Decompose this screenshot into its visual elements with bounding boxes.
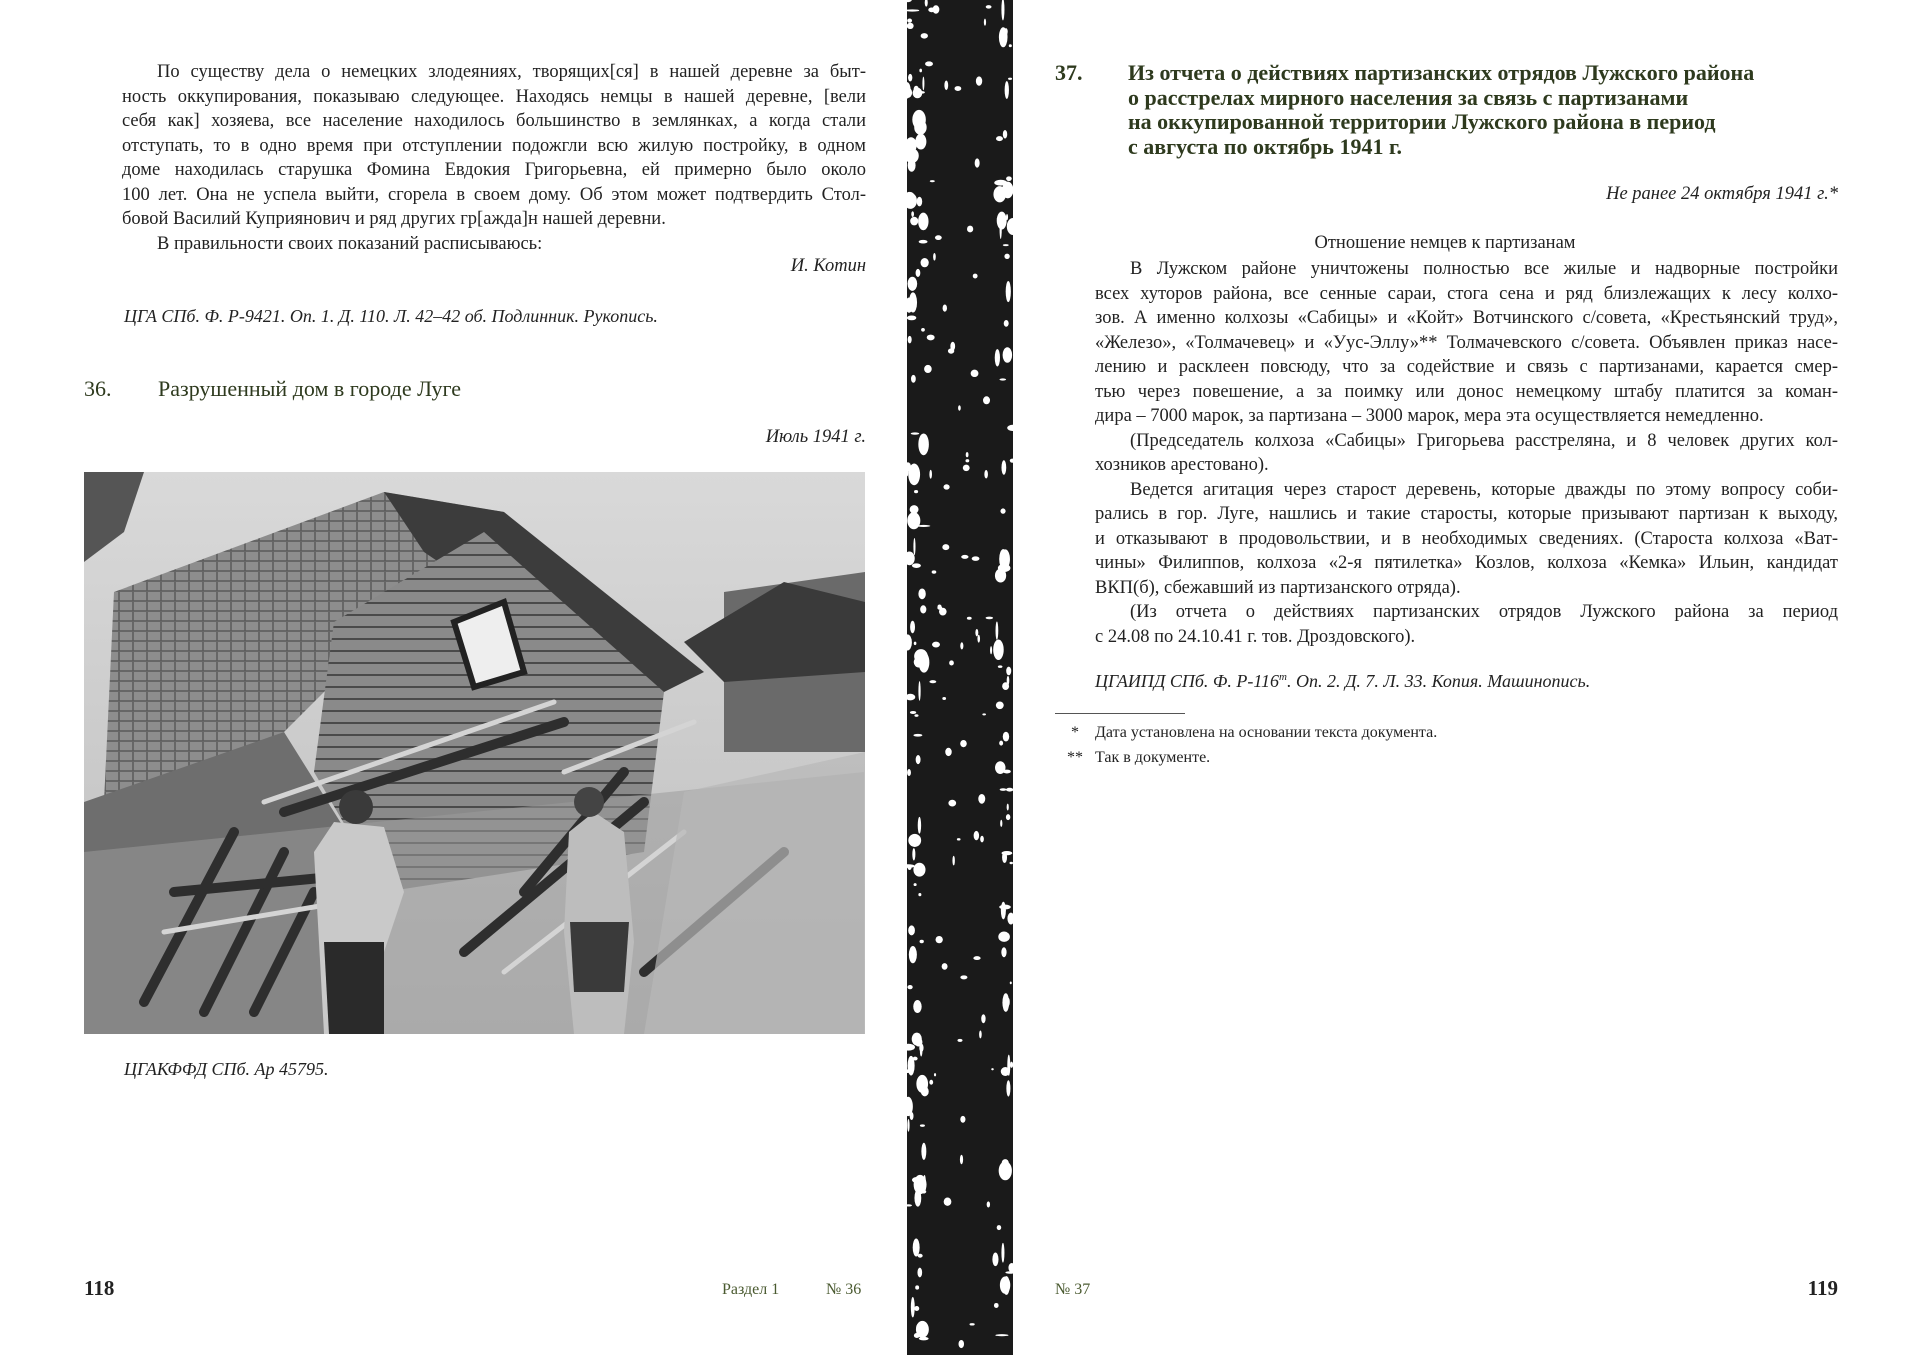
text-line: (Из отчета о действиях партизанских отрядов Лужского района за период: [1130, 602, 1838, 622]
strip-speck: [954, 86, 961, 91]
source-main: ЦГАИПД СПб. Ф. Р-116: [1095, 671, 1280, 691]
strip-speck: [914, 1306, 919, 1311]
text-line: отступать, то в одно время при отступлении подожгли всю жилую постройку, в одном: [122, 135, 866, 156]
archive-source: [1095, 671, 1590, 692]
strip-speck: [914, 714, 918, 717]
strip-speck: [999, 378, 1006, 380]
strip-speck: [907, 315, 916, 320]
strip-speck: [1008, 78, 1012, 80]
strip-speck: [961, 555, 968, 559]
strip-speck: [908, 925, 915, 935]
strip-speck: [1002, 851, 1013, 855]
text-line: себя как] хозяева, все население находилось большинство в землянках, а когда стали: [122, 111, 866, 131]
strip-speck: [908, 336, 912, 344]
strip-speck: [936, 936, 943, 943]
strip-speck: [984, 19, 986, 26]
strip-speck: [974, 831, 979, 840]
strip-speck: [920, 91, 925, 93]
strip-speck: [960, 975, 967, 979]
strip-speck: [910, 621, 915, 633]
strip-speck: [907, 1119, 909, 1132]
strip-speck: [918, 817, 921, 834]
strip-speck: [995, 1334, 1008, 1336]
strip-speck: [921, 258, 929, 267]
strip-speck: [913, 538, 915, 555]
strip-speck: [943, 484, 949, 489]
strip-speck: [995, 761, 1005, 774]
strip-speck: [918, 893, 921, 896]
strip-speck: [986, 617, 994, 620]
strip-speck: [966, 452, 969, 457]
strip-speck: [924, 365, 932, 373]
strip-speck: [986, 5, 992, 9]
strip-speck: [1001, 902, 1006, 920]
strip-speck: [984, 470, 988, 478]
strip-speck: [963, 465, 970, 471]
strip-speck: [960, 1155, 963, 1164]
strip-speck: [910, 1112, 914, 1120]
text-line: тью через повешение, а за поимку или донос немецкому штабу платится за коман-: [1095, 381, 1838, 402]
strip-speck: [1006, 281, 1011, 302]
strip-speck: [998, 932, 1010, 942]
archive-source: ЦГА СПб. Ф. Р-9421. Оп. 1. Д. 110. Л. 42–42 об. Подлинник. Рукопись.: [124, 306, 658, 326]
strip-speck: [1000, 508, 1005, 513]
strip-speck: [1000, 820, 1002, 827]
source-rest: . Оп. 2. Д. 7. Л. 33. Копия. Машинопись.: [1286, 671, 1591, 691]
strip-speck: [918, 1254, 923, 1258]
strip-speck: [929, 680, 936, 683]
strip-speck: [972, 556, 980, 561]
strip-speck: [921, 1143, 926, 1160]
strip-speck: [997, 1225, 1001, 1230]
strip-speck: [982, 713, 986, 715]
text-line: «Железо», «Толмачевец» и «Уус-Эллу»** Толмачевского с/совета. Объявлен приказ насе-: [1095, 332, 1838, 353]
text-line: ность оккупирования, показываю следующее. Находясь немцы в нашей деревне, [вели: [122, 86, 866, 107]
text-line: По существу дела о немецких злодеяниях, творящих[ся] в нашей деревне за быт-: [157, 62, 866, 82]
strip-speck: [917, 525, 930, 527]
strip-speck: [921, 1087, 929, 1097]
strip-speck: [996, 621, 999, 639]
strip-speck: [920, 1124, 925, 1126]
strip-speck: [973, 274, 978, 279]
strip-speck: [917, 1268, 922, 1278]
strip-speck: [1003, 853, 1006, 860]
strip-speck: [919, 240, 928, 244]
text-line: (Председатель колхоза «Сабицы» Григорьева расстреляна, и 8 человек других кол-: [1130, 430, 1838, 451]
strip-speck: [917, 197, 923, 207]
strip-speck: [948, 800, 956, 807]
strip-speck: [944, 80, 948, 90]
strip-speck: [1001, 947, 1006, 957]
strip-speck: [1009, 862, 1013, 864]
strip-speck: [932, 642, 940, 648]
strip-speck: [1007, 676, 1010, 685]
strip-speck: [942, 963, 948, 970]
strip-speck: [992, 1252, 998, 1266]
text-line: зов. А именно колхозы «Сабицы» и «Койт» Вотчинского с/совета, «Крестьянский труд»,: [1095, 308, 1838, 328]
title-line: с августа по октябрь 1941 г.: [1128, 133, 1402, 159]
strip-speck: [1006, 176, 1012, 181]
strip-speck: [996, 701, 1004, 709]
strip-speck: [911, 432, 920, 434]
strip-speck: [1003, 732, 1009, 742]
strip-speck: [933, 253, 936, 261]
strip-speck: [980, 836, 984, 843]
strip-speck: [999, 905, 1011, 910]
strip-speck: [918, 588, 925, 599]
strip-speck: [907, 18, 912, 22]
strip-speck: [1010, 1062, 1013, 1068]
strip-speck: [996, 136, 1003, 141]
photo-caption: ЦГАКФФД СПб. Ар 45795.: [124, 1059, 329, 1079]
strip-speck: [967, 226, 973, 233]
text-line: бовой Василий Куприянович и ряд других гр[ажда]н нашей деревни.: [122, 209, 666, 229]
strip-speck: [914, 86, 919, 93]
strip-speck: [976, 76, 982, 85]
page-number-left: 118: [84, 1276, 115, 1300]
strip-speck: [994, 180, 1007, 186]
strip-speck: [937, 606, 942, 610]
strip-speck: [1006, 1080, 1010, 1096]
strip-speck: [1004, 254, 1009, 259]
footnote-text: Дата установлена на основании текста документа.: [1095, 724, 1438, 741]
strip-speck: [908, 1056, 915, 1076]
doc-title: [1128, 61, 1754, 159]
strip-speck: [1007, 804, 1009, 811]
strip-speck: [952, 856, 954, 866]
strip-speck: [912, 563, 921, 568]
strip-speck: [907, 512, 920, 529]
strip-speck: [918, 433, 929, 455]
footnotes: [1055, 720, 1755, 770]
strip-speck: [997, 212, 1007, 230]
doc-date: Не ранее 24 октября 1941 г.*: [1606, 184, 1838, 204]
strip-speck: [932, 570, 937, 573]
strip-speck: [981, 1014, 985, 1023]
strip-speck: [915, 1038, 923, 1047]
strip-speck: [999, 1161, 1012, 1180]
strip-speck: [1010, 981, 1012, 984]
strip-speck: [949, 660, 954, 665]
strip-speck: [1001, 549, 1010, 568]
strip-speck: [908, 74, 912, 82]
strip-speck: [979, 1031, 982, 1039]
strip-speck: [928, 7, 935, 12]
strip-speck: [915, 134, 926, 150]
strip-speck: [978, 794, 985, 804]
page-number-right: 119: [1807, 1276, 1838, 1300]
strip-speck: [914, 642, 917, 645]
strip-speck: [967, 617, 972, 620]
strip-speck: [911, 1297, 915, 1317]
testimony-text: [122, 60, 866, 256]
text-line: В правильности своих показаний расписываюсь:: [157, 233, 543, 254]
text-line: чины» Филиппов, колхоза «2-я пятилетка» Козлов, колхоза «Кемка» Ильин, кандидат: [1095, 553, 1838, 573]
footnote-divider: [1055, 713, 1185, 714]
footer-section: Раздел 1: [722, 1281, 780, 1298]
strip-speck: [942, 697, 946, 700]
strip-speck: [1003, 244, 1009, 246]
strip-speck: [913, 734, 922, 737]
signature: И. Котин: [790, 256, 866, 276]
title-line: Из отчета о действиях партизанских отрядов Лужского района: [1128, 60, 1755, 85]
strip-speck: [934, 1073, 936, 1076]
title-line: на оккупированной территории Лужского района в период: [1128, 109, 1716, 134]
strip-speck: [1004, 28, 1007, 35]
text-line: рались в гор. Луге, нашлись и такие старосты, которые призывают партизан к выходу,: [1095, 504, 1838, 524]
strip-speck: [918, 681, 920, 701]
text-line: и отказывают в продовольствии, и в необходимых сведениях. (Староста колхоза «Ват-: [1095, 528, 1838, 549]
strip-speck: [907, 769, 911, 776]
strip-speck: [1000, 788, 1007, 791]
section-subtitle: Отношение немцев к партизанам: [1314, 233, 1576, 253]
strip-speck: [920, 1045, 923, 1056]
strip-speck: [977, 635, 980, 643]
strip-speck: [919, 69, 922, 73]
strip-speck: [1003, 347, 1013, 362]
strip-speck: [965, 459, 969, 462]
strip-speck: [942, 544, 949, 550]
strip-speck: [959, 1340, 965, 1348]
source-sup: т: [1279, 671, 1287, 683]
strip-speck: [995, 349, 1000, 366]
strip-speck: [914, 657, 925, 668]
strip-speck: [971, 370, 979, 377]
strip-speck: [920, 940, 924, 943]
strip-speck: [907, 985, 912, 989]
text-line: доме находилась старушка Фомина Евдокия Григорьевна, ей примерно было около: [122, 160, 866, 180]
doc-number: 37.: [1055, 60, 1083, 85]
strip-speck: [1003, 130, 1007, 139]
strip-speck: [922, 77, 924, 91]
doc-date: Июль 1941 г.: [765, 427, 866, 447]
footnote-mark: **: [1067, 749, 1083, 766]
strip-speck: [960, 1116, 965, 1123]
strip-speck: [920, 605, 926, 613]
strip-speck: [1006, 788, 1013, 792]
strip-speck: [927, 335, 935, 341]
strip-speck: [935, 235, 942, 240]
strip-speck: [913, 863, 925, 877]
strip-speck: [1009, 44, 1012, 47]
report-text: [1095, 257, 1838, 649]
footer-doc-number: № 37: [1055, 1281, 1091, 1298]
text-line: всех хуторов района, все сенные сараи, стога сена и ряд близлежащих к лесу колхо-: [1095, 283, 1838, 304]
strip-speck: [1007, 998, 1010, 1006]
strip-speck: [1006, 814, 1010, 820]
text-line: Ведется агитация через старост деревень, которые дважды по этому вопросу соби-: [1130, 479, 1838, 500]
strip-speck: [975, 629, 978, 636]
strip-speck: [910, 505, 919, 514]
strip-speck: [975, 158, 980, 167]
strip-speck: [960, 642, 963, 649]
strip-speck: [973, 956, 980, 960]
footnote: [1055, 745, 1755, 770]
doc-title: Разрушенный дом в городе Луге: [158, 376, 461, 401]
strip-speck: [913, 1000, 921, 1013]
strip-speck: [911, 375, 916, 383]
strip-speck: [1001, 1243, 1004, 1263]
strip-speck: [969, 1323, 974, 1325]
text-line: 100 лет. Она не успела выйти, сгорела в своем дому. Об этом может подтвердить Стол-: [122, 184, 866, 205]
footnote-mark: *: [1071, 724, 1079, 741]
strip-speck: [991, 1068, 994, 1070]
strip-speck: [916, 269, 921, 277]
strip-speck: [929, 470, 932, 479]
strip-speck: [960, 740, 967, 747]
strip-speck: [916, 755, 921, 764]
strip-speck: [911, 211, 914, 217]
footnote-text: Так в документе.: [1095, 749, 1211, 766]
strip-speck: [990, 646, 992, 654]
strip-speck: [983, 396, 990, 404]
footnote: [1055, 720, 1755, 745]
strip-speck: [910, 711, 916, 714]
strip-speck: [918, 213, 928, 231]
strip-speck: [913, 1238, 920, 1256]
strip-speck: [1008, 222, 1012, 226]
strip-speck: [999, 741, 1003, 746]
text-line: с 24.08 по 24.10.41 г. тов. Дроздовского).: [1095, 626, 1416, 647]
strip-speck: [987, 1201, 990, 1207]
strip-speck: [1001, 460, 1006, 475]
strip-speck: [910, 217, 918, 226]
strip-speck: [908, 834, 921, 847]
strip-speck: [1006, 667, 1011, 676]
strip-speck: [908, 464, 920, 486]
strip-speck: [958, 405, 961, 411]
strip-speck: [948, 348, 954, 353]
strip-speck: [929, 1080, 933, 1085]
strip-speck: [914, 490, 918, 493]
doc-number: 36.: [84, 376, 112, 401]
strip-speck: [915, 1285, 919, 1289]
strip-speck: [1004, 320, 1009, 327]
photo-destroyed-house: [84, 472, 865, 1034]
strip-speck: [907, 23, 914, 29]
strip-speck: [943, 304, 947, 311]
strip-speck: [957, 1039, 962, 1042]
strip-speck: [957, 838, 961, 840]
strip-speck: [930, 180, 935, 182]
decorative-spine-strip: [907, 0, 1013, 1355]
text-line: В Лужском районе уничтожены полностью все жилые и надворные постройки: [1130, 259, 1838, 279]
strip-speck: [993, 186, 1006, 202]
text-line: дира – 7000 марок, за партизана – 3000 марок, мера эта осуществляется немедленно.: [1095, 406, 1764, 426]
strip-speck: [944, 1197, 952, 1205]
strip-speck: [909, 946, 917, 963]
strip-speck: [993, 640, 1004, 661]
title-line: о расстрелах мирного населения за связь с партизанами: [1128, 84, 1689, 110]
strip-speck: [925, 61, 933, 66]
strip-speck: [914, 883, 917, 886]
strip-speck: [945, 748, 952, 756]
strip-speck: [921, 328, 925, 332]
strip-speck: [998, 665, 1003, 668]
strip-speck: [1000, 1276, 1010, 1293]
strip-speck: [1001, 1067, 1010, 1076]
strip-speck: [914, 120, 926, 135]
strip-speck: [908, 277, 918, 291]
text-line: хозников арестовано).: [1095, 455, 1269, 475]
strip-speck: [912, 848, 915, 860]
footer-doc-number: № 36: [826, 1281, 862, 1298]
strip-speck: [914, 1175, 927, 1194]
strip-speck: [994, 1303, 999, 1308]
strip-speck: [1005, 81, 1009, 99]
strip-speck: [916, 1321, 929, 1338]
strip-speck: [921, 33, 928, 39]
text-line: ВКП(б), сбежавший из партизанского отряда).: [1095, 577, 1461, 598]
text-line: лению и расклеен повсюду, что за содействие и связь с партизанами, карается смер-: [1095, 357, 1838, 377]
